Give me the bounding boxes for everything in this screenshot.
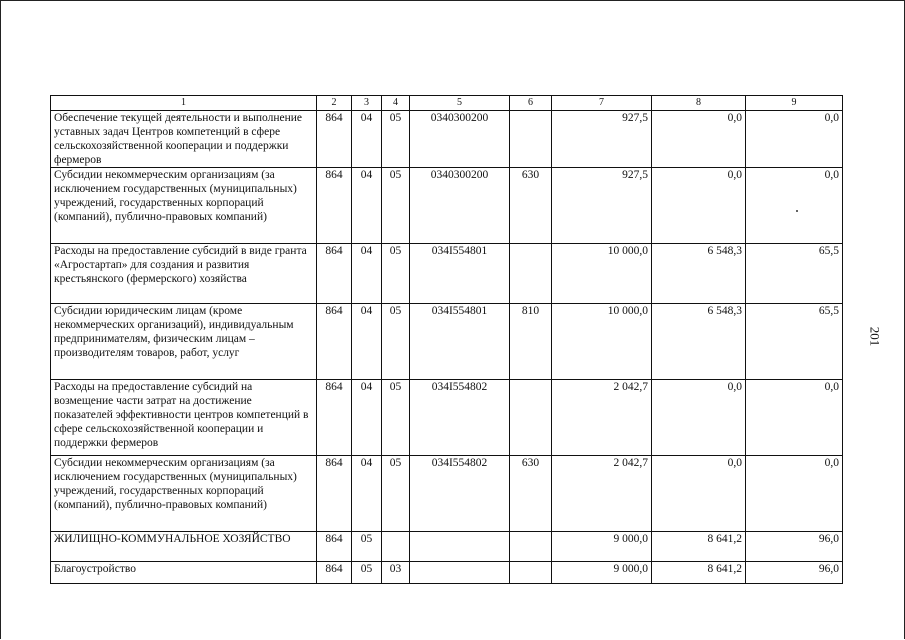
cell-section: 04 xyxy=(352,168,382,244)
column-header-9: 9 xyxy=(746,96,843,111)
cell-executed: 6 548,3 xyxy=(652,304,746,380)
column-header-7: 7 xyxy=(552,96,652,111)
cell-planned: 2 042,7 xyxy=(552,456,652,532)
cell-executed: 0,0 xyxy=(652,168,746,244)
column-header-4: 4 xyxy=(382,96,410,111)
row-name: Расходы на предоставление субсидий на возмещение части затрат на достижение показателей эффективности центров компетенций в сфере сельскохозяйственной кооперации и поддержки фермеров xyxy=(51,380,317,456)
cell-expense-type xyxy=(510,532,552,562)
page-number: 201 xyxy=(867,326,883,347)
cell-target-article: 034I554801 xyxy=(410,244,510,304)
cell-expense-type xyxy=(510,380,552,456)
cell-grbs: 864 xyxy=(317,168,352,244)
cell-section: 04 xyxy=(352,380,382,456)
cell-executed: 0,0 xyxy=(652,111,746,168)
table-body xyxy=(51,111,843,584)
table-row xyxy=(51,456,843,532)
cell-planned: 2 042,7 xyxy=(552,380,652,456)
row-name: Субсидии юридическим лицам (кроме некоммерческих организаций), индивидуальным предпринимателям, физическим лицам – производителям товаров, работ, услуг xyxy=(51,304,317,380)
cell-percent: 0,0 xyxy=(746,111,843,168)
cell-percent: 65,5 xyxy=(746,244,843,304)
cell-target-article: 0340300200 xyxy=(410,111,510,168)
column-header-5: 5 xyxy=(410,96,510,111)
table-row xyxy=(51,562,843,584)
row-name: Субсидии некоммерческим организациям (за исключением государственных (муниципальных) учреждений, государственных корпораций (компаний), публично-правовых компаний) xyxy=(51,456,317,532)
cell-planned: 927,5 xyxy=(552,111,652,168)
table-row xyxy=(51,380,843,456)
cell-section: 04 xyxy=(352,244,382,304)
cell-planned: 10 000,0 xyxy=(552,244,652,304)
cell-grbs: 864 xyxy=(317,456,352,532)
cell-percent: 65,5 xyxy=(746,304,843,380)
cell-target-article: 034I554802 xyxy=(410,380,510,456)
row-name: Благоустройство xyxy=(51,562,317,584)
cell-target-article: 034I554801 xyxy=(410,304,510,380)
cell-planned: 9 000,0 xyxy=(552,532,652,562)
cell-grbs: 864 xyxy=(317,111,352,168)
cell-executed: 0,0 xyxy=(652,456,746,532)
cell-planned: 927,5 xyxy=(552,168,652,244)
cell-planned: 9 000,0 xyxy=(552,562,652,584)
cell-subsection: 05 xyxy=(382,304,410,380)
header-row xyxy=(51,96,843,111)
cell-target-article xyxy=(410,562,510,584)
cell-subsection: 05 xyxy=(382,456,410,532)
cell-section: 05 xyxy=(352,562,382,584)
cell-section: 04 xyxy=(352,456,382,532)
budget-table xyxy=(50,95,843,584)
cell-grbs: 864 xyxy=(317,304,352,380)
cell-section: 04 xyxy=(352,111,382,168)
cell-percent: 0,0 xyxy=(746,168,843,244)
cell-executed: 0,0 xyxy=(652,380,746,456)
cell-subsection: 05 xyxy=(382,244,410,304)
table-row xyxy=(51,304,843,380)
table-row xyxy=(51,244,843,304)
cell-section: 04 xyxy=(352,304,382,380)
row-name: Расходы на предоставление субсидий в виде гранта «Агростартап» для создания и развития крестьянского (фермерского) хозяйства xyxy=(51,244,317,304)
column-header-3: 3 xyxy=(352,96,382,111)
cell-grbs: 864 xyxy=(317,380,352,456)
row-name: Субсидии некоммерческим организациям (за исключением государственных (муниципальных) учреждений, государственных корпораций (компаний), публично-правовых компаний) xyxy=(51,168,317,244)
cell-section: 05 xyxy=(352,532,382,562)
cell-expense-type xyxy=(510,562,552,584)
cell-expense-type: 630 xyxy=(510,456,552,532)
cell-target-article xyxy=(410,532,510,562)
cell-expense-type: 630 xyxy=(510,168,552,244)
table-row xyxy=(51,168,843,244)
column-header-8: 8 xyxy=(652,96,746,111)
cell-target-article: 0340300200 xyxy=(410,168,510,244)
cell-expense-type xyxy=(510,244,552,304)
row-name: ЖИЛИЩНО-КОММУНАЛЬНОЕ ХОЗЯЙСТВО xyxy=(51,532,317,562)
cell-subsection: 05 xyxy=(382,111,410,168)
cell-planned: 10 000,0 xyxy=(552,304,652,380)
cell-subsection: 03 xyxy=(382,562,410,584)
cell-percent: 96,0 xyxy=(746,562,843,584)
cell-grbs: 864 xyxy=(317,562,352,584)
cell-subsection: 05 xyxy=(382,380,410,456)
table-row xyxy=(51,111,843,168)
cell-executed: 8 641,2 xyxy=(652,562,746,584)
column-header-1: 1 xyxy=(51,96,317,111)
column-header-6: 6 xyxy=(510,96,552,111)
cell-percent: 0,0 xyxy=(746,380,843,456)
cell-subsection xyxy=(382,532,410,562)
cell-percent: 0,0 xyxy=(746,456,843,532)
cell-subsection: 05 xyxy=(382,168,410,244)
cell-percent: 96,0 xyxy=(746,532,843,562)
table-row xyxy=(51,532,843,562)
cell-expense-type: 810 xyxy=(510,304,552,380)
cell-target-article: 034I554802 xyxy=(410,456,510,532)
cell-grbs: 864 xyxy=(317,244,352,304)
cell-executed: 8 641,2 xyxy=(652,532,746,562)
cell-grbs: 864 xyxy=(317,532,352,562)
column-header-2: 2 xyxy=(317,96,352,111)
row-name: Обеспечение текущей деятельности и выполнение уставных задач Центров компетенций в сфере сельскохозяйственной кооперации и поддержки фермеров xyxy=(51,111,317,168)
cell-executed: 6 548,3 xyxy=(652,244,746,304)
cell-expense-type xyxy=(510,111,552,168)
